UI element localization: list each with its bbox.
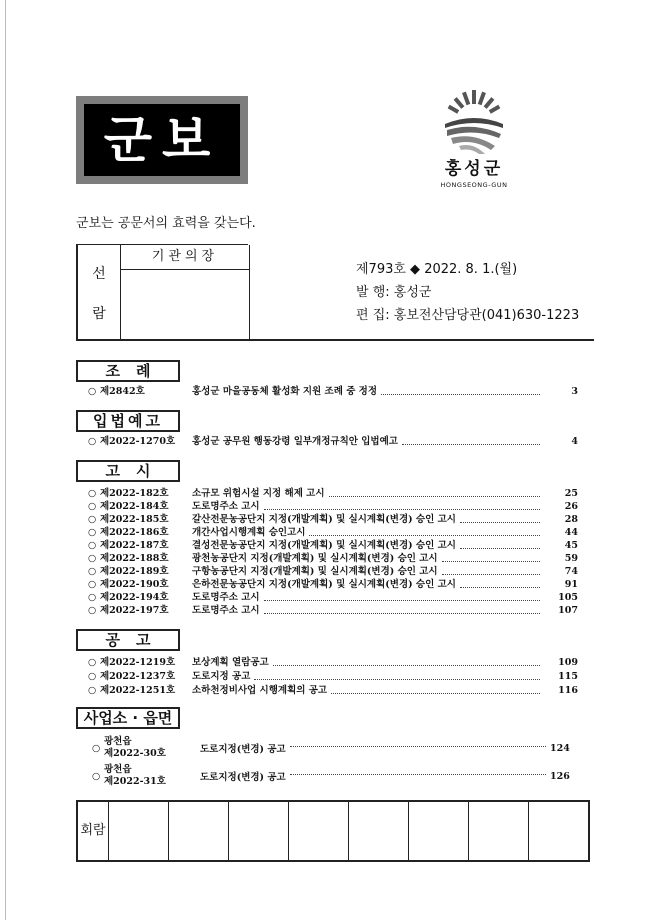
toc-number: 제2022-186호 xyxy=(100,527,169,538)
toc-leader xyxy=(442,566,540,575)
toc-page: 74 xyxy=(564,566,578,577)
toc-title: 도로명주소 고시 xyxy=(192,605,260,616)
toc-leader xyxy=(460,579,540,588)
toc-row[interactable] xyxy=(92,735,578,761)
toc-number: 제2022-185호 xyxy=(100,514,169,525)
toc-title: 소규모 위험시설 지정 해제 고시 xyxy=(192,488,325,499)
toc-number-block xyxy=(104,736,200,760)
bullet-icon: ○ xyxy=(88,540,97,551)
toc-page: 115 xyxy=(558,671,578,682)
circulation-label-bottom: 람 xyxy=(92,306,106,322)
toc-row[interactable] xyxy=(88,527,578,539)
circulation-label-cell xyxy=(78,245,121,339)
masthead-inner xyxy=(84,104,240,176)
toc-number: 제2022-194호 xyxy=(100,592,169,603)
header-divider xyxy=(76,339,594,341)
toc-number: 제2022-182호 xyxy=(100,488,169,499)
toc-row[interactable] xyxy=(88,685,578,697)
toc-leader xyxy=(402,436,540,445)
review-table xyxy=(76,800,590,862)
toc-leader xyxy=(460,514,540,523)
bullet-icon: ○ xyxy=(88,386,97,397)
masthead-title: 군보 xyxy=(103,111,221,169)
bullet-icon: ○ xyxy=(88,436,97,447)
circulation-header: 기관의장 xyxy=(120,245,250,270)
hongseong-logo xyxy=(424,88,524,198)
toc-row[interactable] xyxy=(88,553,578,565)
toc-title: 갈산전문농공단지 지정(개발계획) 및 실시계획(변경) 승인 고시 xyxy=(192,514,456,525)
toc-leader xyxy=(290,746,546,747)
toc-page: 107 xyxy=(558,605,578,616)
toc-title: 도로명주소 고시 xyxy=(192,592,260,603)
toc-row[interactable] xyxy=(88,514,578,526)
tagline: 군보는 공문서의 효력을 갖는다. xyxy=(76,216,256,231)
section-ordinance-label: 조례 xyxy=(76,360,180,382)
toc-leader xyxy=(290,774,546,775)
section-public-notice-label: 고시 xyxy=(76,460,180,482)
logo-korean-name: 홍성군 xyxy=(444,159,504,179)
toc-row[interactable] xyxy=(88,579,578,591)
toc-row[interactable] xyxy=(88,671,578,683)
review-cell[interactable] xyxy=(469,802,529,860)
toc-leader xyxy=(309,527,540,536)
review-label xyxy=(78,802,109,860)
review-cell[interactable] xyxy=(169,802,229,860)
toc-page: 28 xyxy=(564,514,578,525)
review-label-bottom: 람 xyxy=(93,823,106,838)
issue-editor: 편 집: 홍보전산담당관(041)630-1223 xyxy=(356,308,580,323)
review-cell[interactable] xyxy=(409,802,469,860)
section-announcement-label: 공고 xyxy=(76,629,180,651)
circulation-label-top: 선 xyxy=(92,266,106,282)
toc-title: 은하전문농공단지 지정(개발계획) 및 실시계획(변경) 승인 고시 xyxy=(192,579,456,590)
issue-info xyxy=(356,258,579,327)
toc-page: 45 xyxy=(564,540,578,551)
bullet-icon: ○ xyxy=(88,592,97,603)
section-offices-towns-label: 사업소 · 읍면 xyxy=(76,707,180,729)
toc-number: 제2022-189호 xyxy=(100,566,169,577)
issue-number-date: 제793호 ◆ 2022. 8. 1.(월) xyxy=(356,262,518,277)
toc-number-block xyxy=(104,764,200,788)
toc-number: 제2022-190호 xyxy=(100,579,169,590)
bullet-icon: ○ xyxy=(88,657,97,668)
toc-title: 홍성군 공무원 행동강령 일부개정규칙안 입법예고 xyxy=(192,436,398,447)
masthead xyxy=(76,96,248,184)
toc-page: 105 xyxy=(558,592,578,603)
toc-leader xyxy=(264,592,540,601)
bullet-icon: ○ xyxy=(88,501,97,512)
toc-title: 도로지정 공고 xyxy=(192,671,251,682)
toc-row[interactable] xyxy=(88,657,578,669)
review-cell[interactable] xyxy=(529,802,588,860)
toc-office: 광천읍 xyxy=(104,736,132,747)
toc-title: 홍성군 마을공동체 활성화 지원 조례 중 정정 xyxy=(192,386,378,397)
toc-number: 제2022-184호 xyxy=(100,501,169,512)
toc-number: 제2022-31호 xyxy=(104,776,166,787)
toc-row[interactable] xyxy=(88,592,578,604)
toc-row[interactable] xyxy=(88,605,578,617)
toc-title: 보상계획 열람공고 xyxy=(192,657,269,668)
toc-row[interactable] xyxy=(88,501,578,513)
toc-number: 제2022-1219호 xyxy=(100,657,176,668)
bullet-icon: ○ xyxy=(88,579,97,590)
review-cell[interactable] xyxy=(109,802,169,860)
toc-row[interactable] xyxy=(88,566,578,578)
toc-page: 26 xyxy=(564,501,578,512)
hongseong-emblem-icon xyxy=(439,88,509,156)
toc-row[interactable] xyxy=(92,763,578,789)
toc-title: 구항농공단지 지정(개발계획) 및 실시계획(변경) 승인 고시 xyxy=(192,566,438,577)
toc-number: 제2022-197호 xyxy=(100,605,169,616)
toc-leader xyxy=(381,386,540,395)
toc-title: 개간사업시행계획 승인고시 xyxy=(192,527,306,538)
toc-page: 126 xyxy=(550,770,570,782)
circulation-right-border xyxy=(249,245,250,339)
section-legislative-notice-label: 입법예고 xyxy=(76,410,180,432)
toc-number: 제2842호 xyxy=(100,386,145,397)
bullet-icon: ○ xyxy=(88,514,97,525)
toc-title: 도로지정(변경) 공고 xyxy=(200,744,286,755)
review-label-top: 회 xyxy=(80,823,93,838)
toc-page: 116 xyxy=(558,685,578,696)
bullet-icon: ○ xyxy=(88,566,97,577)
toc-leader xyxy=(331,685,540,694)
toc-page: 59 xyxy=(564,553,578,564)
bullet-icon: ○ xyxy=(88,685,97,696)
logo-english-name: HONGSEONG-GUN xyxy=(440,181,508,189)
toc-page: 91 xyxy=(564,579,578,590)
toc-leader xyxy=(442,553,540,562)
toc-leader xyxy=(264,501,540,510)
toc-leader xyxy=(460,540,540,549)
toc-leader xyxy=(329,488,540,497)
bullet-icon: ○ xyxy=(88,671,97,682)
bullet-icon: ○ xyxy=(88,605,97,616)
toc-title: 결성전문농공단지 지정(개발계획) 및 실시계획(변경) 승인 고시 xyxy=(192,540,456,551)
toc-number: 제2022-188호 xyxy=(100,553,169,564)
toc-title: 도로지정(변경) 공고 xyxy=(200,772,286,783)
bullet-icon: ○ xyxy=(88,527,97,538)
bullet-icon: ○ xyxy=(92,742,101,754)
toc-page: 4 xyxy=(571,436,578,447)
toc-page: 3 xyxy=(571,386,578,397)
toc-page: 124 xyxy=(550,742,570,754)
toc-page: 109 xyxy=(558,657,578,668)
toc-number: 제2022-187호 xyxy=(100,540,169,551)
toc-leader xyxy=(273,657,540,666)
toc-row[interactable] xyxy=(88,436,578,448)
toc-office: 광천읍 xyxy=(104,764,132,775)
toc-row[interactable] xyxy=(88,488,578,500)
circulation-box xyxy=(76,244,248,340)
issue-publisher: 발 행: 홍성군 xyxy=(356,285,432,300)
toc-number: 제2022-1251호 xyxy=(100,685,176,696)
toc-title: 도로명주소 고시 xyxy=(192,501,260,512)
toc-number: 제2022-1237호 xyxy=(100,671,176,682)
toc-title: 광천농공단지 지정(개발계획) 및 실시계획(변경) 승인 고시 xyxy=(192,553,438,564)
review-cell[interactable] xyxy=(289,802,349,860)
toc-row[interactable] xyxy=(88,540,578,552)
toc-title: 소하천정비사업 시행계획의 공고 xyxy=(192,685,328,696)
toc-page: 44 xyxy=(564,527,578,538)
review-cell[interactable] xyxy=(229,802,289,860)
bullet-icon: ○ xyxy=(88,553,97,564)
toc-number: 제2022-30호 xyxy=(104,748,166,759)
toc-leader xyxy=(254,671,540,680)
toc-page: 25 xyxy=(564,488,578,499)
page-left-rule xyxy=(5,0,6,920)
bullet-icon: ○ xyxy=(92,770,101,782)
toc-row[interactable] xyxy=(88,386,578,398)
toc-number: 제2022-1270호 xyxy=(100,436,176,447)
review-cell[interactable] xyxy=(349,802,409,860)
bullet-icon: ○ xyxy=(88,488,97,499)
toc-leader xyxy=(264,605,540,614)
